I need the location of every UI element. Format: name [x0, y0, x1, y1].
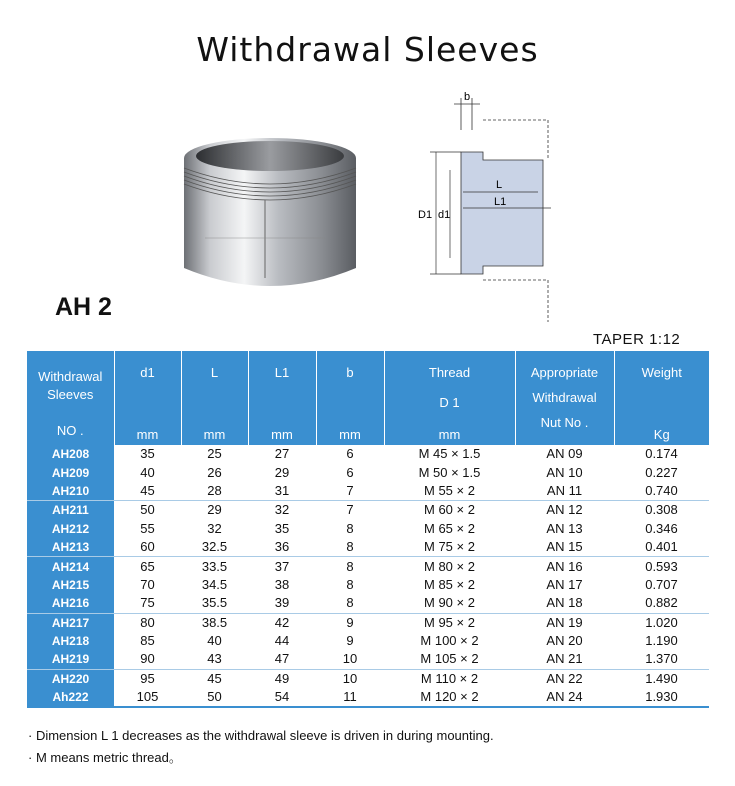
header-L-label: L: [210, 365, 219, 380]
cell-d1: 45: [140, 482, 155, 498]
cell-weight: 1.930: [614, 688, 709, 707]
header-sleeves-line1: Withdrawal: [38, 369, 103, 384]
cell-L: 25: [207, 446, 222, 462]
cell-nut: AN 22: [515, 669, 614, 688]
header-unit: mm: [271, 427, 293, 442]
cell-weight: 0.346: [645, 520, 678, 536]
cell-d1: 40: [140, 464, 155, 480]
table-row: [27, 463, 709, 481]
header-nut-line1: Appropriate: [530, 365, 599, 380]
cell-thread: M 95 × 2: [384, 613, 515, 632]
cell-sleeve-no: AH218: [27, 632, 114, 650]
cell-sleeve-no: AH208: [27, 445, 114, 463]
cell-sleeve-no: AH220: [27, 669, 114, 688]
cell-nut: AN 12: [515, 501, 614, 520]
cell-weight: 0.740: [645, 482, 678, 498]
sleeve-dimension-diagram: [408, 90, 578, 330]
cell-L1: 42: [248, 613, 316, 632]
table-row: [27, 576, 709, 594]
cell-d1: 55: [140, 520, 155, 536]
cell-L1: 35: [274, 520, 290, 536]
cell-weight: 0.401: [645, 539, 678, 555]
cell-sleeve-no: Ah222: [27, 688, 114, 707]
cell-nut: AN 15: [546, 539, 583, 555]
cell-thread: M 50 × 1.5: [418, 464, 481, 480]
sleeve-product-image: [170, 128, 370, 298]
cell-sleeve-no: AH209: [27, 463, 114, 481]
header-sleeves: [27, 351, 114, 445]
diagram-label-D1: D1: [418, 209, 433, 221]
cell-nut: AN 18: [546, 595, 583, 611]
table-row: [27, 501, 709, 520]
cell-L1: 31: [274, 482, 290, 498]
cell-d1: 90: [140, 651, 155, 667]
cell-thread: M 60 × 2: [384, 501, 515, 520]
diagram-label-L1: L1: [494, 196, 507, 208]
cell-L: 28: [207, 482, 222, 498]
series-label: AH 2: [55, 293, 112, 321]
cell-nut: AN 17: [546, 576, 583, 592]
table-row: [27, 669, 709, 688]
cell-weight: 0.308: [614, 501, 709, 520]
page-title: Withdrawal Sleeves: [196, 30, 539, 69]
cell-nut: AN 20: [546, 633, 583, 649]
cell-d1: 95: [114, 669, 181, 688]
header-unit: mm: [339, 427, 361, 442]
diagram-label-b: b: [464, 91, 471, 103]
cell-thread: M 90 × 2: [424, 595, 475, 611]
cell-L: 32.5: [201, 539, 228, 555]
table-row: [27, 482, 709, 501]
cell-thread: M 65 × 2: [424, 520, 475, 536]
header-weight-label: Weight: [641, 365, 682, 380]
header-L1: [248, 351, 316, 445]
table-row: [27, 520, 709, 538]
cell-d1: 70: [140, 576, 155, 592]
cell-L: 45: [181, 669, 248, 688]
cell-sleeve-no: AH219: [27, 650, 114, 669]
table-row: [27, 594, 709, 613]
header-nut-line2: Withdrawal: [532, 390, 597, 405]
cell-L1: 44: [274, 633, 290, 649]
cell-sleeve-no: AH214: [27, 557, 114, 576]
cell-weight: 1.020: [614, 613, 709, 632]
cell-weight: 0.593: [614, 557, 709, 576]
cell-b: 6: [346, 446, 354, 462]
note-metric: · M means metric thread。: [28, 750, 182, 765]
cell-nut: AN 16: [515, 557, 614, 576]
cell-b: 8: [316, 557, 384, 576]
header-d1-label: d1: [140, 365, 155, 380]
cell-nut: AN 19: [515, 613, 614, 632]
cell-L: 43: [207, 651, 222, 667]
cell-thread: M 100 × 2: [420, 633, 479, 649]
table-row: [27, 632, 709, 650]
cell-weight: 1.490: [614, 669, 709, 688]
cell-L1: 32: [248, 501, 316, 520]
table-row: [27, 650, 709, 669]
cell-L: 50: [181, 688, 248, 707]
header-no: NO .: [56, 423, 84, 438]
cell-b: 8: [346, 520, 354, 536]
cell-d1: 75: [140, 595, 155, 611]
cell-weight: 0.707: [645, 576, 678, 592]
cell-d1: 60: [140, 539, 155, 555]
cell-b: 10: [316, 669, 384, 688]
cell-b: 8: [346, 595, 354, 611]
cell-b: 10: [342, 651, 358, 667]
cell-L: 34.5: [201, 576, 228, 592]
cell-thread: M 120 × 2: [384, 688, 515, 707]
cell-thread: M 75 × 2: [424, 539, 475, 555]
cell-d1: 65: [114, 557, 181, 576]
table-row: [27, 557, 709, 576]
cell-b: 9: [316, 613, 384, 632]
cell-weight: 0.882: [645, 595, 678, 611]
header-unit: mm: [438, 427, 461, 442]
cell-weight: 1.370: [645, 651, 678, 667]
table-row: [27, 688, 709, 707]
cell-L: 38.5: [181, 613, 248, 632]
taper-label: TAPER 1:12: [593, 331, 681, 348]
cell-b: 8: [346, 539, 354, 555]
note-dimension: · Dimension L 1 decreases as the withdrawal sleeve is driven in during mounting.: [28, 728, 494, 743]
header-unit: mm: [136, 427, 159, 442]
table-row: [27, 613, 709, 632]
cell-L: 33.5: [181, 557, 248, 576]
cell-L: 26: [207, 464, 222, 480]
diagram-label-d1: d1: [438, 209, 451, 221]
cell-sleeve-no: AH215: [27, 576, 114, 594]
cell-nut: AN 11: [546, 482, 583, 498]
cell-L1: 54: [248, 688, 316, 707]
cell-sleeve-no: AH213: [27, 538, 114, 557]
notes: [28, 725, 494, 769]
header-unit-kg: Kg: [653, 427, 670, 442]
cell-L: 29: [181, 501, 248, 520]
header-unit: mm: [203, 427, 226, 442]
cell-thread: M 105 × 2: [420, 651, 479, 667]
cell-weight: 0.174: [645, 446, 678, 462]
cell-thread: M 80 × 2: [384, 557, 515, 576]
cell-sleeve-no: AH216: [27, 594, 114, 613]
header-nut-line3: Nut No .: [540, 415, 589, 430]
cell-L1: 27: [274, 446, 290, 462]
cell-d1: 85: [140, 633, 155, 649]
cell-L: 35.5: [201, 595, 228, 611]
cell-L1: 37: [248, 557, 316, 576]
header-nut: [515, 351, 614, 445]
table-row: [27, 538, 709, 557]
header-b: [316, 351, 384, 445]
cell-thread: M 85 × 2: [424, 576, 475, 592]
cell-nut: AN 10: [546, 464, 583, 480]
cell-d1: 80: [114, 613, 181, 632]
header-b-label: b: [346, 365, 354, 380]
diagram-label-L: L: [496, 179, 503, 191]
cell-weight: 1.190: [645, 633, 678, 649]
table-row: [27, 445, 709, 463]
cell-d1: 35: [140, 446, 155, 462]
cell-L: 32: [207, 520, 222, 536]
cell-b: 9: [346, 633, 354, 649]
cell-b: 8: [346, 576, 354, 592]
cell-L1: 38: [274, 576, 290, 592]
cell-L1: 49: [248, 669, 316, 688]
cell-sleeve-no: AH212: [27, 520, 114, 538]
cell-sleeve-no: AH217: [27, 613, 114, 632]
cell-b: 11: [316, 688, 384, 707]
header-thread: [384, 351, 515, 445]
cell-thread: M 55 × 2: [424, 482, 475, 498]
header-L1-label: L1: [274, 365, 290, 380]
cell-nut: AN 21: [546, 651, 583, 667]
cell-L1: 47: [274, 651, 290, 667]
cell-d1: 50: [114, 501, 181, 520]
header-thread-line2: D 1: [439, 395, 460, 410]
cell-thread: M 110 × 2: [384, 669, 515, 688]
header-sleeves-line2: Sleeves: [47, 387, 94, 402]
cell-nut: AN 09: [546, 446, 583, 462]
header-weight: [614, 351, 709, 445]
cell-b: 6: [346, 464, 354, 480]
cell-L1: 29: [274, 464, 290, 480]
cell-sleeve-no: AH211: [27, 501, 114, 520]
header-L: [181, 351, 248, 445]
cell-d1: 105: [114, 688, 181, 707]
cell-L: 40: [207, 633, 222, 649]
header-thread-line1: Thread: [428, 365, 471, 380]
cell-b: 7: [316, 501, 384, 520]
cell-nut: AN 24: [515, 688, 614, 707]
cell-b: 7: [346, 482, 354, 498]
cell-sleeve-no: AH210: [27, 482, 114, 501]
cell-L1: 36: [274, 539, 290, 555]
table-header-row: [27, 351, 709, 445]
cell-nut: AN 13: [546, 520, 583, 536]
cell-weight: 0.227: [645, 464, 678, 480]
cell-L1: 39: [274, 595, 290, 611]
header-d1: [114, 351, 181, 445]
specification-table: [27, 351, 709, 708]
cell-thread: M 45 × 1.5: [418, 446, 481, 462]
